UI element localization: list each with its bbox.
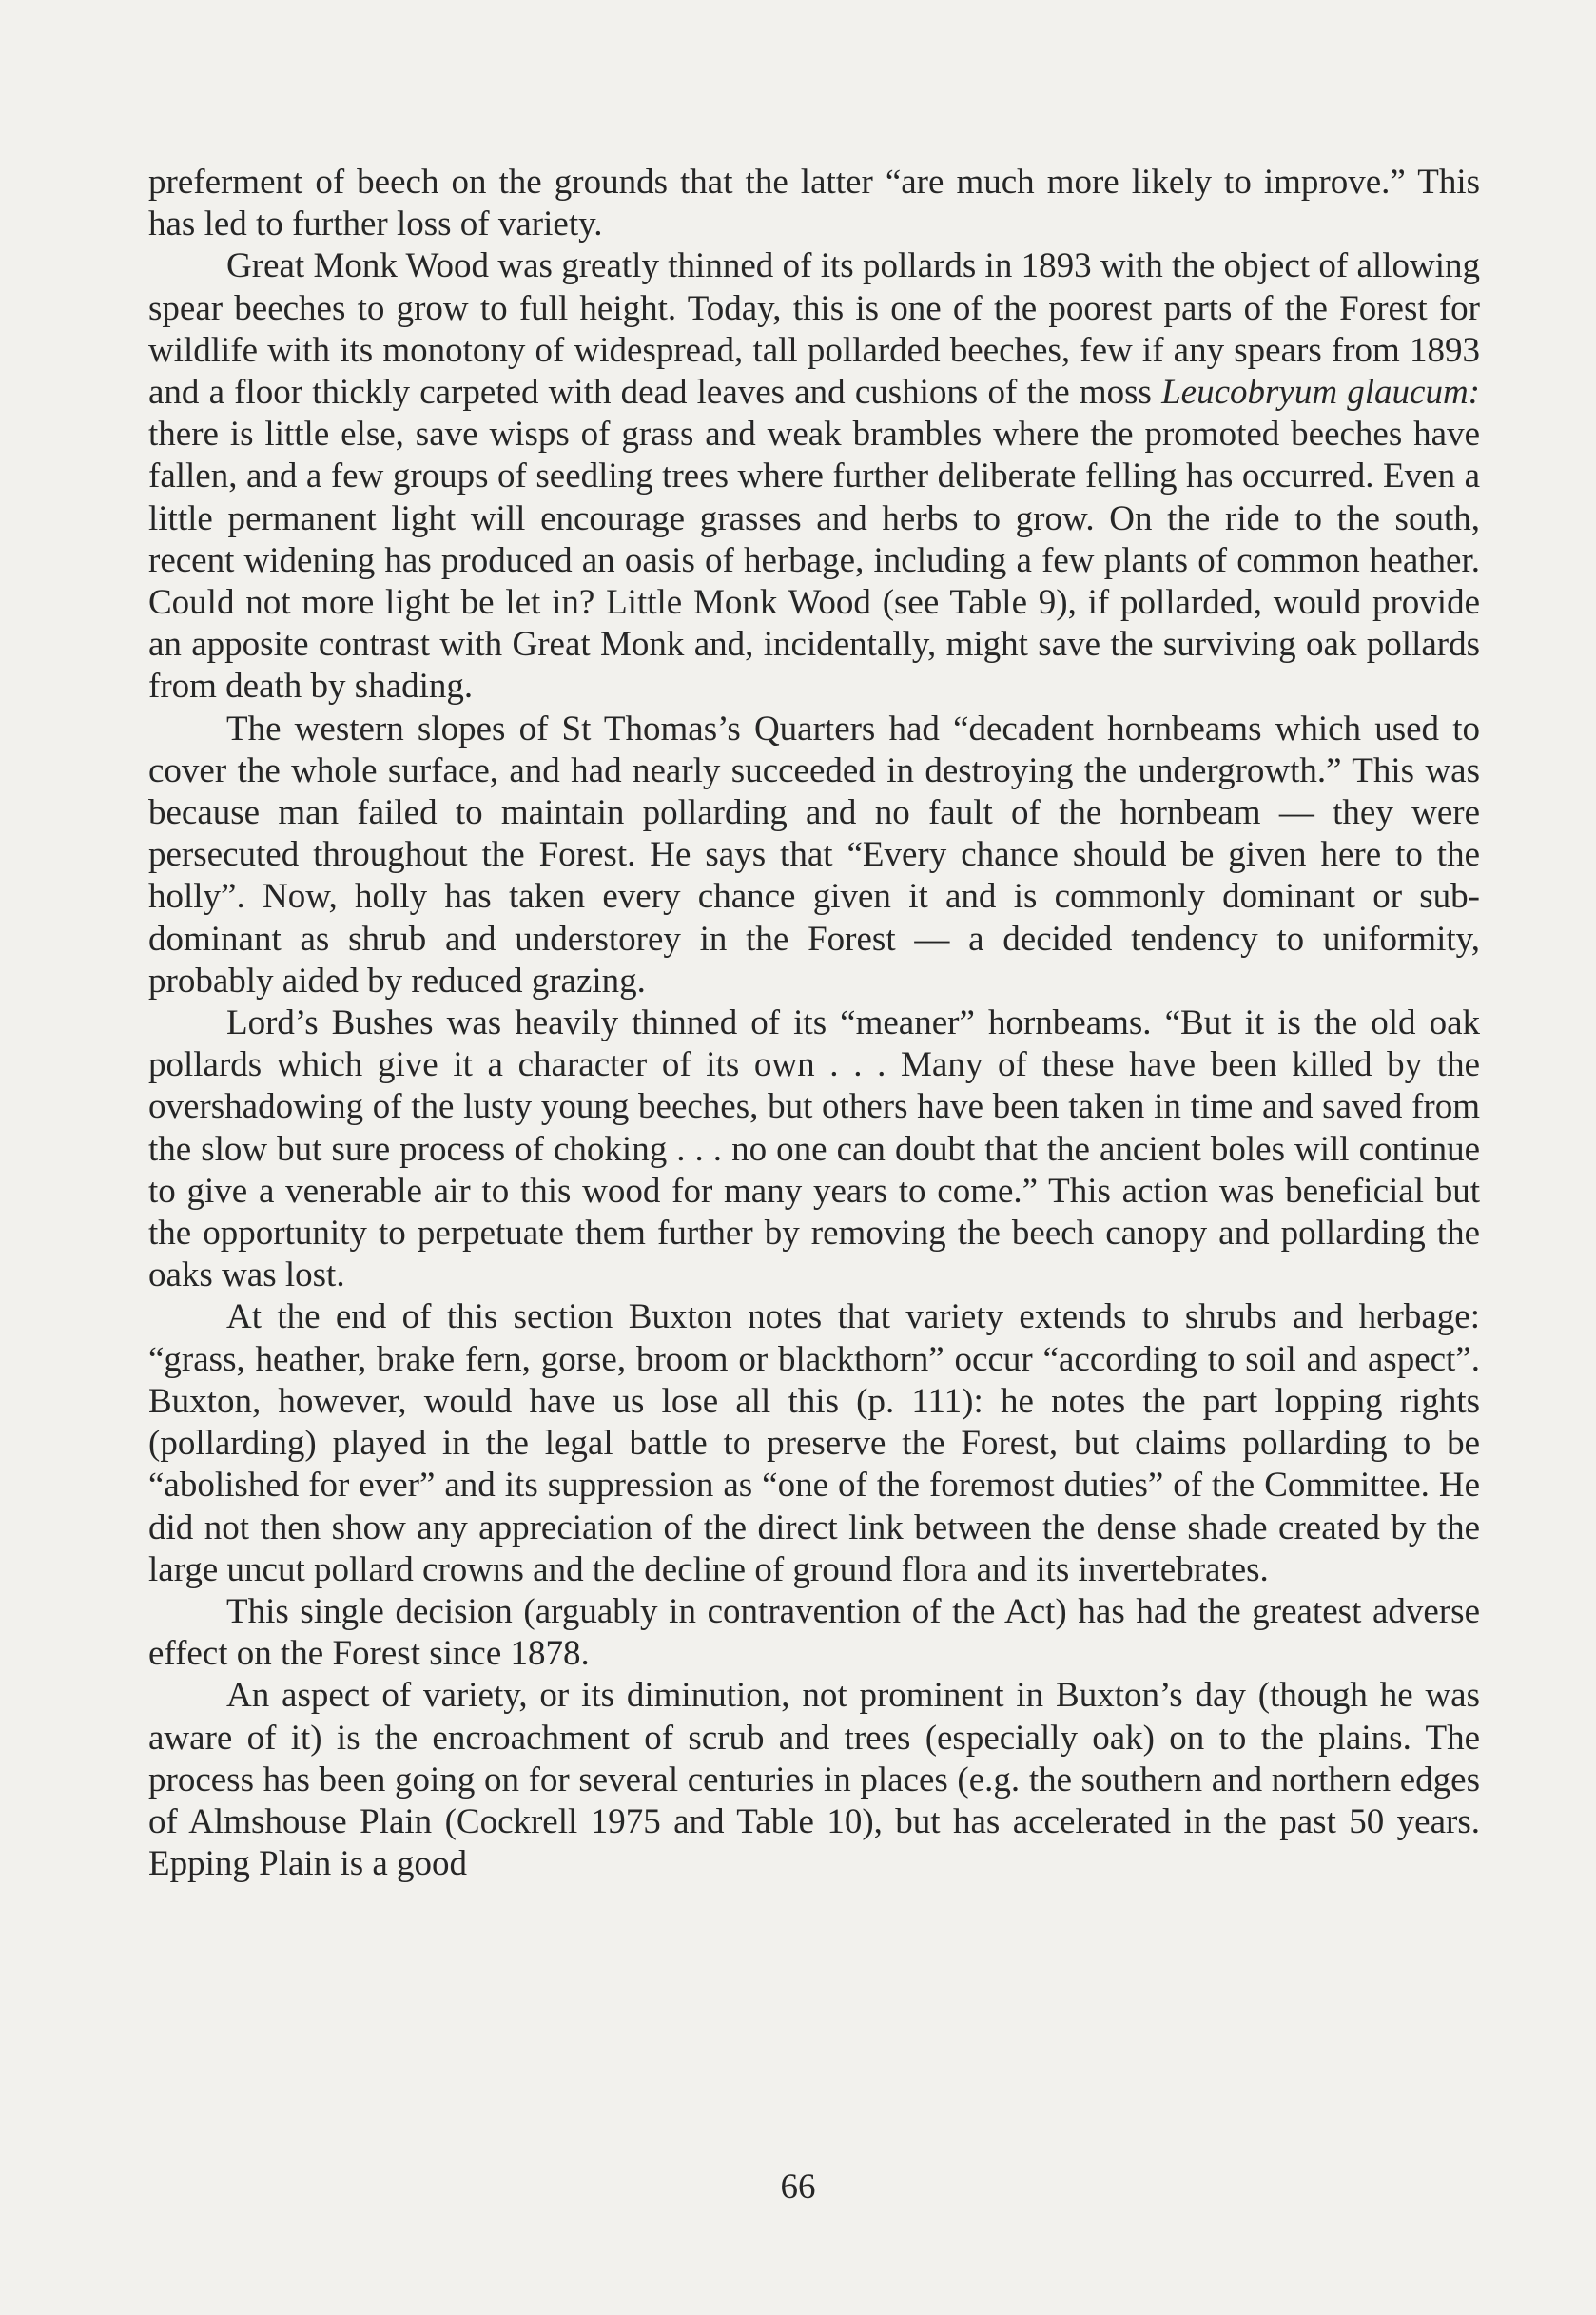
paragraph-3: The western slopes of St Thomas’s Quarters had “decadent hornbeams which used to cover the whole surface, and had nearly succeeded in destroying the undergrowth.” This was because man failed to maintain pollarding and no fault of the hornbeam — they were persecuted throughout the Forest. He says that “Every chance should be given here to the holly”. Now, holly has taken every chance given it and is commonly dominant or sub-dominant as shrub and understorey in the Forest — a decided tendency to uniformity, probably aided by reduced grazing. (148, 709, 1480, 1001)
body-text (148, 162, 1480, 1885)
page-number: 66 (780, 2168, 816, 2207)
paragraph-5: At the end of this section Buxton notes that variety extends to shrubs and herbage: “grass, heather, brake fern, gorse, broom or blackthorn” occur “according to soil and aspect”. Buxton, however, would have us lose all this (p. 111): he notes the part lopping rights (pollarding) played in the legal battle to preserve the Forest, but claims pollarding to be “abolished for ever” and its suppression as “one of the foremost duties” of the Committee. He did not then show any appreciation of the direct link between the dense shade created by the large uncut pollard crowns and the decline of ground flora and its invertebrates. (148, 1297, 1480, 1589)
paragraph-2 (148, 245, 1480, 708)
paragraph-7: An aspect of variety, or its diminution, not prominent in Buxton’s day (though he was aware of it) is the encroachment of scrub and trees (especially oak) on to the plains. The process has been going on for several centuries in places (e.g. the southern and northern edges of Almshouse Plain (Cockrell 1975 and Table 10), but has accelerated in the past 50 years. Epping Plain is a good (148, 1676, 1480, 1884)
paragraph-4: Lord’s Bushes was heavily thinned of its “meaner” hornbeams. “But it is the old oak pollards which give it a character of its own . . . Many of these have been killed by the overshadowing of the lusty young beeches, but others have been taken in time and saved from the slow but sure process of choking . . . no one can doubt that the ancient boles will continue to give a venerable air to this wood for many years to come.” This action was beneficial but the opportunity to perpetuate them further by removing the beech canopy and pollarding the oaks was lost. (148, 1003, 1480, 1295)
paragraph-6: This single decision (arguably in contravention of the Act) has had the greatest adverse effect on the Forest since 1878. (148, 1591, 1480, 1674)
species-name-italic: Leucobryum glaucum: (1161, 373, 1480, 413)
paragraph-1: preferment of beech on the grounds that the latter “are much more likely to improve.” This has led to further loss of variety. (148, 163, 1480, 244)
paragraph-2-text-a: Great Monk Wood was greatly thinned of its pollards in 1893 with the object of allowing spear beeches to grow to full height. Today, this is one of the poorest parts of the Forest for wildlife with its monotony of widespread, tall pollarded beeches, few if any spears from 1893 and a floor thickly carpeted with dead leaves and cushions of the moss (148, 246, 1480, 413)
paragraph-2-text-b: there is little else, save wisps of grass and weak brambles where the promoted beeches have fallen, and a few groups of seedling trees where further deliberate felling has occurred. Even a little permanent light will encourage grasses and herbs to grow. On the ride to the south, recent widening has produced an oasis of herbage, including a few plants of common heather. Could not more light be let in? Little Monk Wood (see Table 9), if pollarded, would provide an apposite contrast with Great Monk and, incidentally, might save the surviving oak pollards from death by shading. (148, 415, 1480, 707)
